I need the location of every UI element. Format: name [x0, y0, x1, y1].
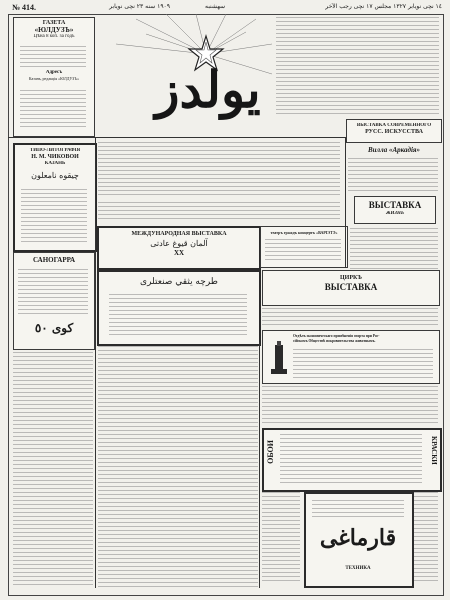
fountain-ad: [262, 330, 440, 384]
vystavka-sub: ЖИЗНЬ: [385, 211, 405, 216]
intl-exhibition-title: МЕЖДУНАРОДНАЯ ВЫСТАВКА: [131, 231, 227, 237]
typography-name: Н. М. ЧИКОВОЙ: [31, 154, 79, 160]
gazette-info-box: [13, 17, 95, 137]
sandugach-ad: [13, 252, 95, 350]
gazette-price: Цѣна 8 коп. за годъ: [33, 34, 75, 39]
exhibition-line-1: ВЫСТАВКА СОВРЕМЕННОГО: [356, 123, 432, 128]
date-line-left: ١٩٠٩ سنه ٢٣ نچی نويابر: [109, 3, 170, 10]
second-article: [98, 202, 340, 222]
technical-ad-text: [312, 500, 404, 520]
technical-ad-sub: ТЕХНИКА: [345, 566, 371, 571]
intl-exhibition-arabic: آلمان قيوغ عادتی: [150, 239, 208, 248]
bottom-right-narrow: [262, 492, 300, 584]
gazette-address-label: Адресъ: [45, 70, 63, 75]
fountain-line-2: сійскомъ Обществѣ покровительства животнымъ.: [293, 339, 376, 343]
craft-ad-text: [109, 294, 247, 338]
intl-exhibition-ad: [97, 226, 261, 270]
lead-article: [98, 142, 340, 198]
craft-ad-title: طرچه يثقي صنعتلری: [140, 277, 218, 287]
date-line: ١٤ نچی نويابر ١٣٢٧ مجلس ١٧ نچی رجب الآخر: [325, 3, 442, 10]
typography-ad: [13, 143, 97, 252]
masthead-title: يولدز: [155, 60, 261, 119]
paint-label: КРАСКИ: [430, 436, 438, 465]
intl-exhibition-sub: ХХ: [173, 249, 185, 257]
sandugach-text: [18, 269, 88, 317]
theatre-text: [265, 239, 341, 263]
wallpaper-paint-text: [280, 434, 422, 486]
vystavka-title: ВЫСТАВКА: [368, 200, 422, 210]
typography-title: ТИПО-ЛИТОГРАФІЯ: [29, 148, 81, 153]
typography-text: [21, 189, 87, 245]
theatre-ad: [260, 226, 348, 268]
top-right-text: [276, 17, 439, 117]
vystavka-box: [354, 196, 436, 224]
column-rule-2: [259, 342, 260, 588]
technical-ad: [304, 492, 414, 588]
column-rule-3: [345, 138, 346, 268]
villa-text: [348, 158, 438, 192]
technical-ad-title: قارماغى: [319, 525, 397, 551]
sandugach-title: САНОГАРРА: [32, 256, 76, 264]
wallpaper-paint-ad: [262, 428, 442, 492]
right-column-text: [350, 228, 438, 274]
circus-title: ЦИРКЪ: [340, 275, 362, 281]
gazette-address: Казань, редакція «ЮЛДУЗЪ»: [28, 76, 80, 81]
day-word: سهشنبه: [205, 3, 225, 10]
exhibition-line-2: РУСС. ИСКУССТВА: [365, 129, 423, 135]
fountain-icon: [268, 341, 290, 377]
typography-city: КАЗАНЬ: [44, 161, 66, 166]
typography-arabic: چیقوه نامعلون: [31, 171, 79, 180]
issue-number: № 414.: [12, 3, 37, 12]
theatre-title: театръ граждъ концертъ «ВАРІЭТЭ»: [270, 230, 338, 235]
left-lower-column: [13, 352, 93, 588]
wallpaper-label: ОБОИ: [266, 440, 275, 464]
sandugach-price: کوی ٥٠: [34, 321, 74, 335]
center-right-column: [262, 386, 438, 424]
craft-ad: [97, 270, 261, 346]
middle-lower-column: [98, 346, 258, 588]
column-rule-1: [95, 138, 96, 588]
circus-ad: [262, 270, 440, 306]
top-right-article: [276, 17, 439, 117]
circus-text: [262, 308, 438, 326]
exhibition-box: [346, 119, 442, 143]
gazette-label: ГАЗЕТА: [42, 20, 66, 26]
bottom-right-edge: [414, 492, 438, 584]
gazette-text-block-2: [20, 90, 86, 130]
gazette-name: «ЮЛДУЗЪ»: [34, 26, 74, 34]
villa-heading: Вилла «Аркадія»: [367, 146, 421, 154]
fountain-line-1: Отдѣлъ экономическаго примѣненія спорта при Рос-: [293, 334, 380, 338]
masthead: [96, 14, 272, 134]
fountain-text: [293, 349, 433, 379]
circus-sub: ВЫСТАВКА: [324, 282, 378, 292]
gazette-text-block: [20, 46, 86, 70]
